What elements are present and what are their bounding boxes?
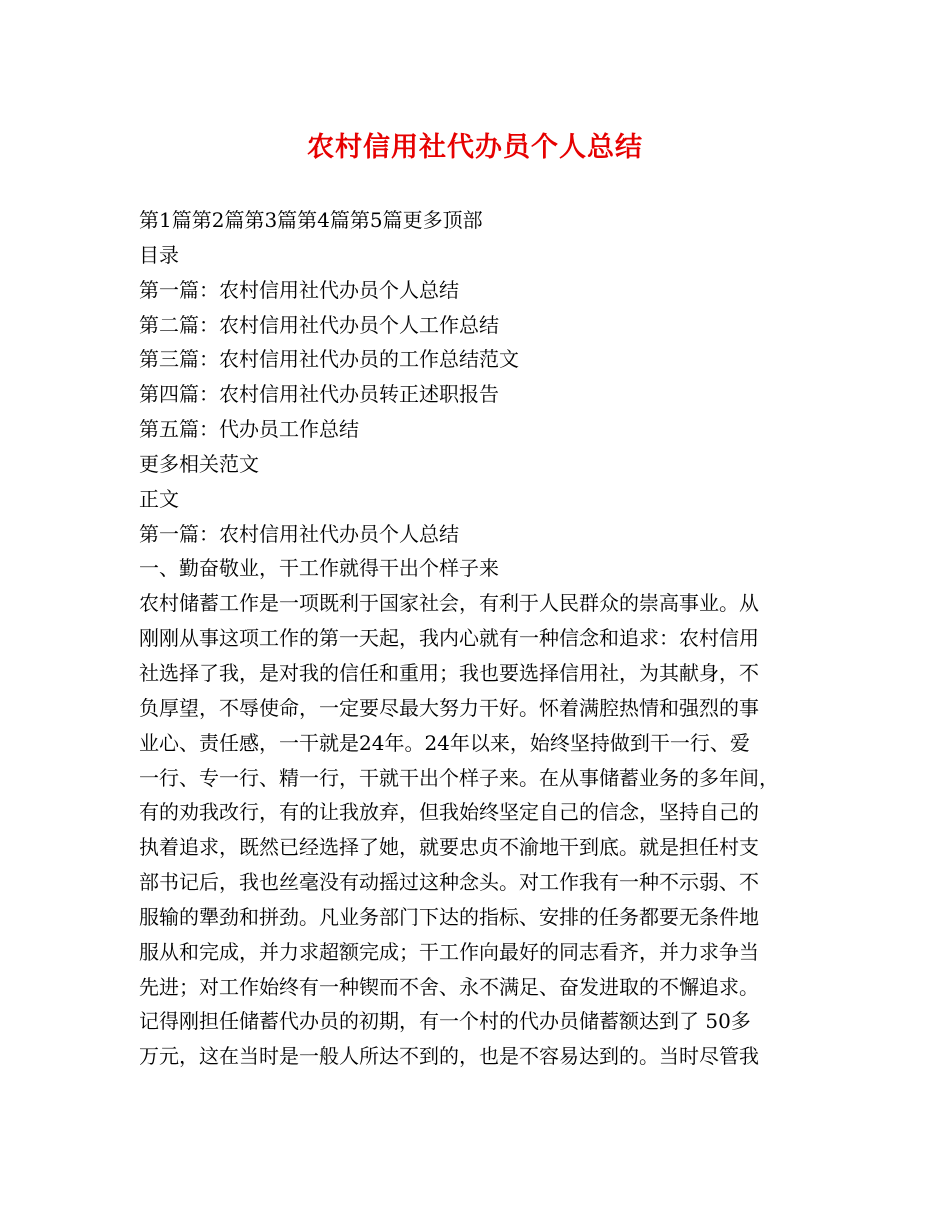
paragraph-line: 负厚望，不辱使命，一定要尽最大努力干好。怀着满腔热情和强烈的事 [139, 695, 759, 720]
toc-item-2: 第二篇：农村信用社代办员个人工作总结 [139, 312, 499, 337]
toc-item-1: 第一篇：农村信用社代办员个人总结 [139, 277, 459, 302]
paragraph-line: 先进；对工作始终有一种锲而不舍、永不满足、奋发进取的不懈追求。 [139, 974, 759, 999]
paragraph-line: 执着追求，既然已经选择了她，就要忠贞不渝地干到底。就是担任村支 [139, 835, 759, 860]
paragraph-line: 服输的犟劲和拼劲。凡业务部门下达的指标、安排的任务都要无条件地 [139, 904, 759, 929]
paragraph-line: 刚刚从事这项工作的第一天起，我内心就有一种信念和追求：农村信用 [139, 626, 759, 651]
paragraph-line: 一行、专一行、精一行，干就干出个样子来。在从事储蓄业务的多年间， [139, 765, 779, 790]
subheading: 一、勤奋敬业，干工作就得干出个样子来 [139, 556, 499, 581]
paragraph-line: 业心、责任感，一干就是24年。24年以来，始终坚持做到干一行、爱 [139, 730, 750, 755]
paragraph-line: 社选择了我，是对我的信任和重用；我也要选择信用社，为其献身，不 [139, 660, 759, 685]
section-title: 第一篇：农村信用社代办员个人总结 [139, 521, 459, 546]
nav-line: 第1篇第2篇第3篇第4篇第5篇更多顶部 [139, 208, 483, 232]
paragraph-line: 记得刚担任储蓄代办员的初期，有一个村的代办员储蓄额达到了 50多 [139, 1009, 751, 1034]
toc-item-4: 第四篇：农村信用社代办员转正述职报告 [139, 382, 499, 407]
paragraph-line: 服从和完成，并力求超额完成；干工作向最好的同志看齐，并力求争当 [139, 939, 759, 964]
paragraph-line: 万元，这在当时是一般人所达不到的，也是不容易达到的。当时尽管我 [139, 1044, 759, 1069]
document-body [139, 203, 829, 1074]
document-title: 农村信用社代办员个人总结 [307, 132, 643, 163]
paragraph-line: 农村储蓄工作是一项既利于国家社会，有利于人民群众的崇高事业。从 [139, 591, 759, 616]
body-heading: 正文 [139, 486, 179, 511]
toc-heading: 目录 [139, 242, 179, 267]
more-related: 更多相关范文 [139, 451, 259, 476]
paragraph-line: 有的劝我改行，有的让我放弃，但我始终坚定自己的信念，坚持自己的 [139, 800, 759, 825]
paragraph-line: 部书记后，我也丝毫没有动摇过这种念头。对工作我有一种不示弱、不 [139, 870, 759, 895]
toc-item-3: 第三篇：农村信用社代办员的工作总结范文 [139, 347, 519, 372]
toc-item-5: 第五篇：代办员工作总结 [139, 417, 359, 442]
